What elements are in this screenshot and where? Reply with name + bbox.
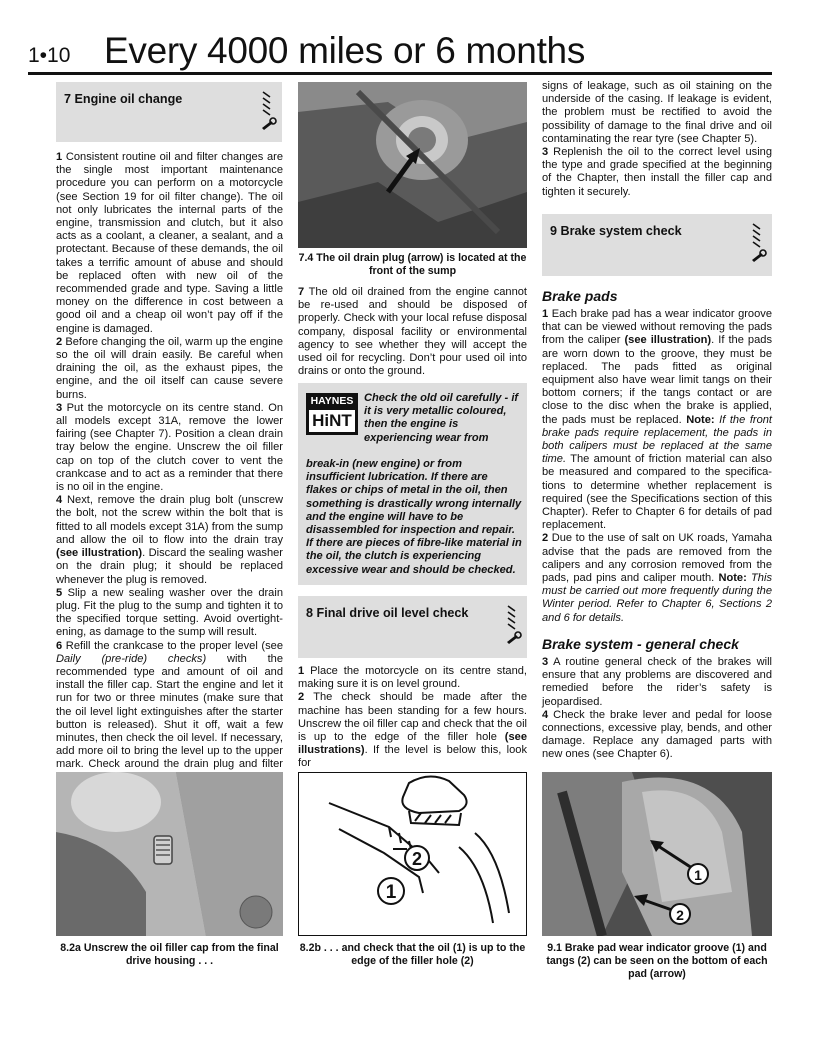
paragraph-9-4: 4 Check the brake lever and pedal for loose connections, excessive play, bends, and other damage. Replace any damaged parts with new ones (see Chapter 6). — [542, 708, 772, 761]
section-8-heading — [298, 596, 527, 658]
label-2: 2 — [411, 849, 423, 869]
photo-label-1: 1 — [694, 867, 702, 883]
paragraph-9-1: 1 Each brake pad has a wear indicator groove that can be viewed without removing the pads from the caliper (see illustration). If the pads are worn down to the groove, they must be replaced. The pads fitted as original equipment also have wear limit tangs on their bottom corners; if the tangs contact or are close to the disc when the brake is applied, the pads must be replaced. Note: If the front brake pads require replacement, the pads in both calipers must be replaced at the same time. The amount of friction material can also be measured and compared to the specifica-tions to determine whether replacement is required (see the Specifications section of this Chapter). Refer to Chapter 6 for details of pad replacement. — [542, 308, 773, 532]
page-header — [28, 26, 808, 76]
paragraph-7-1: 1 Consistent routine oil and filter changes are the single most important maintenance procedure you can perform on a motorcycle (see Section 19 for oil filter change). The oil not only lubricates the internal parts of the engine, transmission and clutch, but it also acts as a coolant, a cleaner, a sealant, and a protectant. Because of these demands, the oil takes a terrific amount of abuse and should be replaced often with new oil of the recommended grade and type. Saving a little money on the difference in cost between a good oil and a cheap oil won’t pay off if the engine is damaged. — [56, 151, 283, 335]
paragraph-7-7: 7 The old oil drained from the engine cannot be re-used and should be disposed of properly. Check with your local refuse disposal company, disposal facility or environmental agency to see whether they will accept the used oil for recycling. Don’t pour used oil into drains or onto the ground. — [298, 286, 527, 378]
haynes-hint-logo: HAYNES HiNT — [306, 393, 358, 435]
hint-text-body: break-in (new engine) or from insufficient lubrication. If there are flakes or chips of metal in the oil, then something is drastically wrong internally and the engine will have to be disassembled for inspection and repair. If there are pieces of fibre-like material in the oil, the clutch is experiencing excessive wear and should be checked. — [306, 458, 522, 576]
subhead-general-check: Brake system - general check — [542, 636, 739, 652]
caption-7-4: 7.4 The oil drain plug (arrow) is located at the front of the sump — [298, 252, 527, 277]
section-8-title: 8 Final drive oil level check — [306, 606, 469, 620]
paragraph-8-3: 3 Replenish the oil to the correct level using the type and grade specified at the beginning of the Chapter, then install the filler cap and tighten it securely. — [542, 146, 772, 198]
section-7-heading — [56, 82, 282, 142]
paragraph-7-4: 4 Next, remove the drain plug bolt (unscrew the bolt, not the screw within the bolt that is fitted to all models except 31A) from the sump and allow the oil to flow into the drain tray (see illustration). Discard the sealing washer on the drain plug; it should be replaced whenever the plug is removed. — [56, 494, 283, 586]
column-3-text-pads — [542, 308, 772, 625]
subhead-brake-pads: Brake pads — [542, 288, 618, 304]
paragraph-7-5: 5 Slip a new sealing washer over the drain plug. Fit the plug to the sump and tighten it to the specified torque setting. Avoid overtight-ening, as damage to the sump will result. — [56, 586, 283, 639]
caption-8-2a: 8.2a Unscrew the oil filler cap from the final drive housing . . . — [60, 942, 279, 967]
paragraph-7-6: 6 Refill the crankcase to the proper level (see Daily (pre-ride) checks) with the recommended type and amount of oil and install the filler cap. Start the engine and let it run for two or three minutes (make sure that the oil level light extinguishes after the starter button is released). Shut it off, wait a few minutes, then check the oil level. If necessary, add more oil to bring the level up to the upper mark. Check around the drain plug and filter — [56, 639, 283, 771]
paragraph-9-2: 2 Due to the use of salt on UK roads, Yamaha advise that the pads are removed from the calipers and any corrosion removed from the pads, pad pins and caliper mouth. Note: This must be carried out more frequently during the Winter period. Refer to Chapter 6, Sections 2 and 6 for details. — [542, 532, 772, 624]
drawing-8-2b-oil-level — [298, 772, 527, 936]
column-2-text-lower — [298, 665, 527, 771]
header-rule — [28, 72, 772, 75]
wrench-difficulty-icon — [750, 220, 768, 266]
photo-7-4-drain-plug — [298, 82, 527, 248]
wrench-difficulty-icon — [260, 88, 278, 134]
page-number: 1•10 — [28, 44, 71, 67]
paragraph-8-1: 1 Place the motorcycle on its centre stand, making sure it is on level ground. — [298, 665, 527, 691]
section-9-heading — [542, 214, 772, 276]
haynes-hint-box — [298, 383, 527, 585]
label-1: 1 — [385, 882, 397, 903]
photo-9-1-brake-pads — [542, 772, 772, 936]
page-title: Every 4000 miles or 6 months — [104, 30, 586, 71]
caption-9-1: 9.1 Brake pad wear indicator groove (1) and tangs (2) can be seen on the bottom of each pad (arrow) — [546, 942, 768, 980]
paragraph-7-3: 3 Put the motorcycle on its centre stand. On all models except 31A, remove the lower fairing (see Chapter 7). Position a clean drain tray below the engine. Unscrew the oil filler cap on top of the clutch cover to vent the crankcase and to act as a reminder that there is no oil in the engine. — [56, 401, 283, 494]
section-7-title: 7 Engine oil change — [64, 92, 183, 106]
hint-text-head: Check the old oil carefully - if it is very metallic coloured, then the engine is experiencing wear from — [364, 392, 519, 444]
column-1-text — [56, 151, 283, 785]
section-9-title: 9 Brake system check — [550, 224, 682, 238]
paragraph-7-2: 2 Before changing the oil, warm up the engine so the oil will drain easily. Be careful when draining the oil, as the exhaust pipes, the engine, and the oil itself can cause severe burns. — [56, 335, 283, 401]
wrench-difficulty-icon — [505, 602, 523, 648]
paragraph-8-2: 2 The check should be made after the machine has been standing for a few hours. Unscrew the oil filler cap and check that the oil is up to the edge of the filler hole (see illustrations). If the level is below this, look for — [298, 691, 527, 770]
paragraph-9-3: 3 A routine general check of the brakes will ensure that any problems are discovered and remedied before the rider’s safety is jeopardised. — [542, 656, 772, 708]
caption-8-2b: 8.2b . . . and check that the oil (1) is up to the edge of the filler hole (2) — [299, 942, 526, 967]
column-2-text — [298, 286, 527, 378]
column-3-text-general — [542, 656, 772, 762]
photo-8-2a-filler-cap — [56, 772, 283, 936]
photo-label-2: 2 — [676, 907, 684, 923]
column-3-text-top — [542, 80, 772, 199]
paragraph-8-cont: signs of leakage, such as oil staining on the underside of the casing. If leakage is evident, the problem must be rectified to avoid the possibility of damage to the final drive and oil contaminating the rear tyre (see Chapter 5). — [542, 80, 772, 145]
